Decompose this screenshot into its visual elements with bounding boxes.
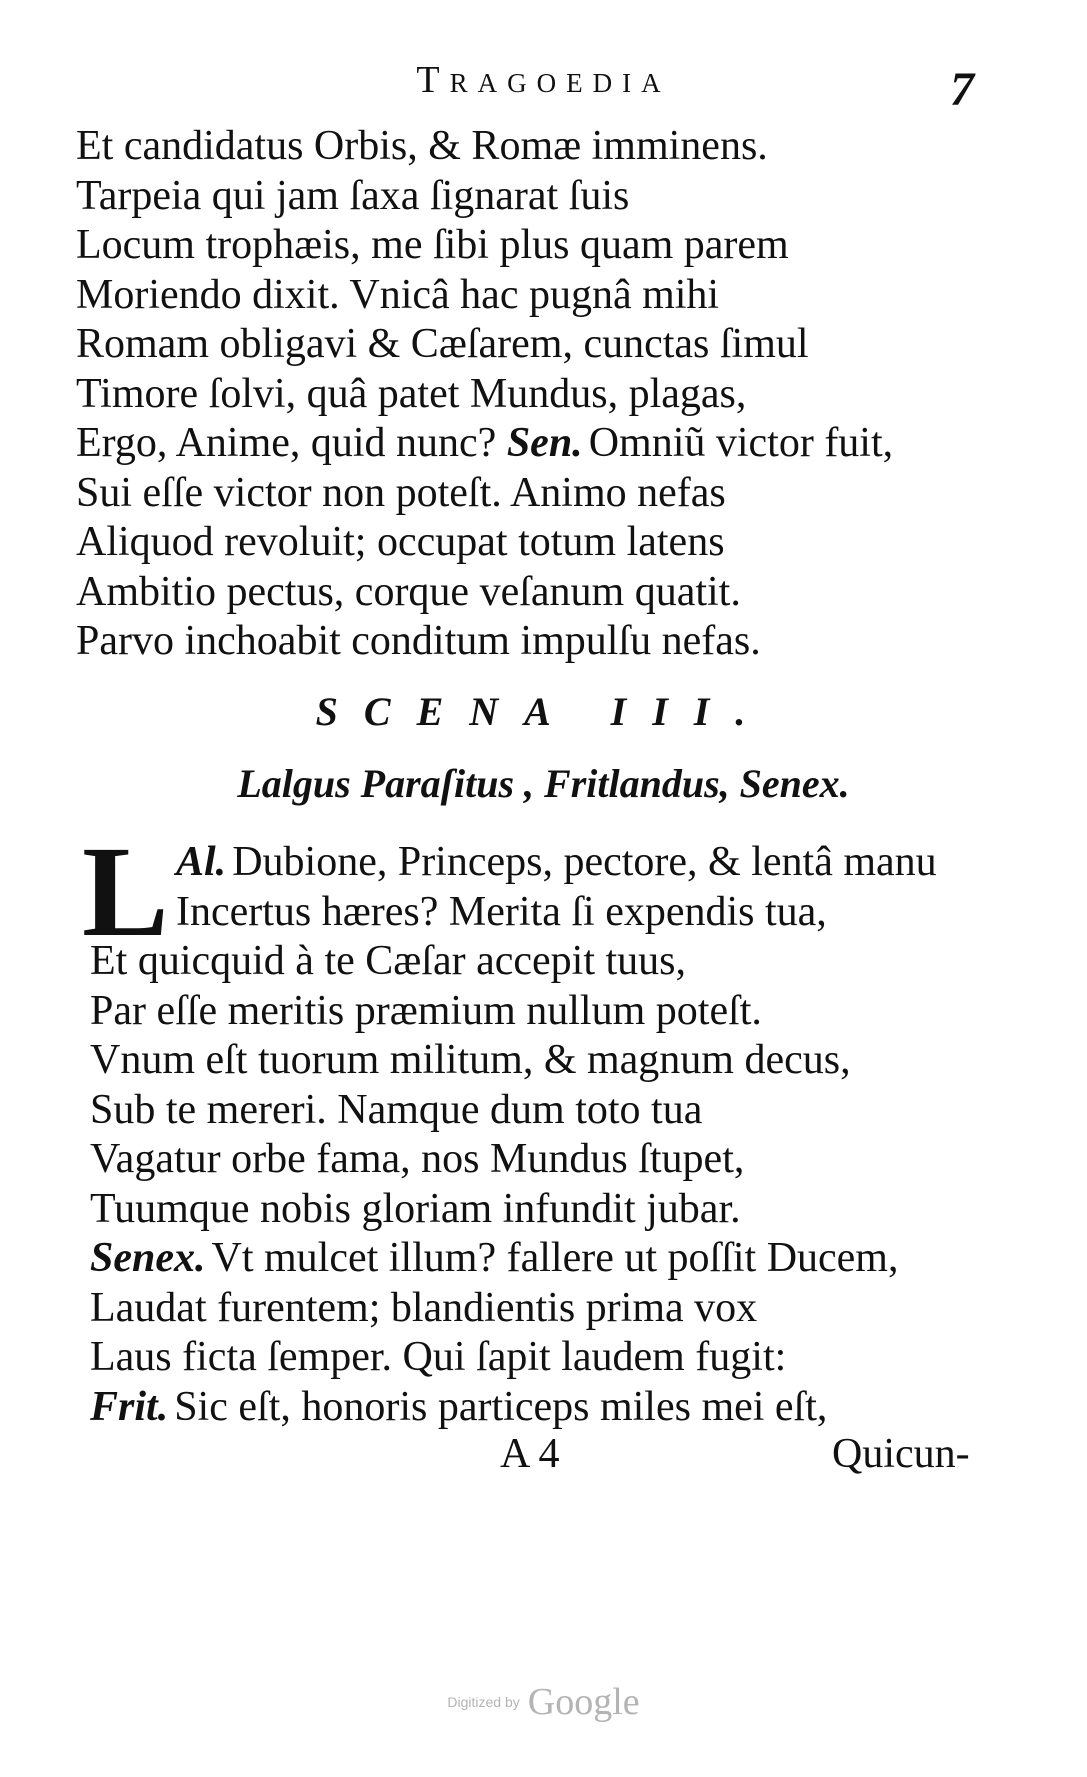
verse-line: Ergo, Anime, quid nunc? Sen. Omniũ victor fuit, (76, 420, 894, 466)
verse-line: Al. Dubione, Princeps, pectore, & lentâ manu (176, 839, 937, 885)
drop-cap: L (82, 820, 169, 964)
verse-line: Locum trophæis, me ſibi plus quam parem (76, 222, 789, 268)
catchword: Quicun- (832, 1431, 970, 1477)
speaker-label: Frit. (90, 1383, 169, 1430)
verse-line: Vagatur orbe fama, nos Mundus ſtupet, (90, 1136, 745, 1182)
verse-line: Et candidatus Orbis, & Romæ imminens. (76, 123, 768, 169)
verse-line: Aliquod revoluit; occupat totum latens (76, 519, 725, 565)
verse-line: Incertus hæres? Merita ſi expendis tua, (176, 888, 827, 935)
verse-line: Par eſſe meritis præmium nullum poteſt. (90, 987, 762, 1034)
speaker-label: Al. (176, 839, 227, 885)
dramatis-personae: Lalgus Paraſitus , Fritlandus, Senex. (237, 761, 850, 806)
running-head: Tragoedia (416, 59, 671, 101)
signature-mark: A 4 (500, 1431, 560, 1477)
verse-line: Et quicquid à te Cæſar accepit tuus, (90, 938, 686, 984)
verse-line: Frit. Sic eſt, honoris particeps miles mei eſt, (90, 1383, 828, 1430)
page-number: 7 (950, 63, 974, 116)
verse-line: Ambitio pectus, corque veſanum quatit. (76, 568, 741, 615)
verse-block-top (76, 122, 1026, 667)
verse-line: Sub te mereri. Namque dum toto tua (90, 1086, 703, 1133)
verse-line: Laudat furentem; blandientis prima vox (90, 1284, 758, 1331)
verse-line: Laus ficta ſemper. Qui ſapit laudem fugit: (90, 1334, 787, 1380)
speaker-label: Senex. (90, 1235, 206, 1281)
verse-line: Romam obligavi & Cæſarem, cunctas ſimul (76, 321, 809, 367)
speaker-label: Sen. (506, 420, 583, 466)
verse-line: Vnum eſt tuorum militum, & magnum decus, (90, 1037, 851, 1083)
verse-line: Parvo inchoabit conditum impulſu nefas. (76, 618, 761, 664)
catchline (0, 1430, 1087, 1490)
scene-title: SCENA III. (315, 689, 772, 734)
scene-body (82, 820, 1050, 1432)
verse-line: Timore ſolvi, quâ patet Mundus, plagas, (76, 370, 747, 417)
verse-line: Sui eſſe victor non poteſt. Animo nefas (76, 469, 726, 516)
verse-line: Moriendo dixit. Vnicâ hac pugnâ mihi (76, 271, 720, 318)
digitization-watermark (0, 1680, 1087, 1724)
verse-line: Tuumque nobis gloriam infundit jubar. (90, 1185, 741, 1232)
watermark-prefix: Digitized by (447, 1694, 520, 1710)
verse-line: Senex. Vt mulcet illum? fallere ut poſſit Ducem, (90, 1235, 899, 1281)
google-logo: Google (527, 1681, 640, 1723)
verse-line: Tarpeia qui jam ſaxa ſignarat ſuis (76, 172, 630, 219)
